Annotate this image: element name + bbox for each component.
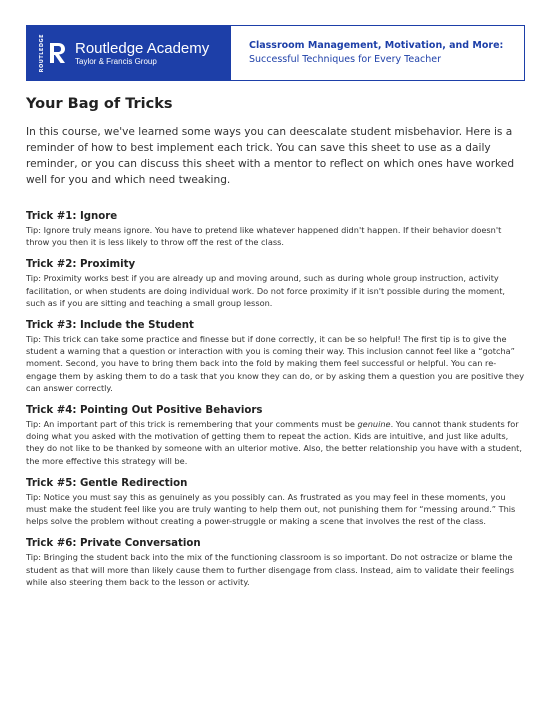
main-content (26, 96, 526, 598)
trick-section (26, 319, 526, 394)
trick-section (26, 404, 526, 467)
trick-tip-text: Tip: An important part of this trick is remembering that your comments must be (26, 419, 358, 430)
trick-title: Trick #6: Private Conversation (26, 538, 201, 550)
trick-title: Trick #1: Ignore (26, 211, 118, 222)
trick-tip-emphasis: genuine (357, 419, 391, 430)
page-title: Your Bag of Tricks (26, 96, 173, 112)
trick-section (26, 210, 526, 248)
trick-title: Trick #5: Gentle Redirection (26, 477, 188, 489)
course-title: Classroom Management, Motivation, and More: (249, 40, 504, 51)
brand-text (75, 40, 209, 67)
course-info (231, 26, 524, 80)
course-subtitle: Successful Techniques for Every Teacher (249, 54, 442, 65)
trick-section (26, 258, 526, 309)
routledge-logo-icon (47, 41, 67, 65)
brand-block (27, 26, 231, 80)
trick-tip (26, 418, 526, 467)
trick-tip: Tip: Proximity works best if you are already up and moving around, such as during whole group instruction, activity facilitation, or when students are doing individual work. Do not force proximity if it isn't possible during the moment, such as if you are sitting and teaching a small group lesson. (26, 273, 506, 308)
intro-paragraph: In this course, we've learned some ways you can deescalate student misbehavior. Here is a reminder of how to best implement each trick. You can save this sheet to use as a daily reminder, or you can discuss this sheet with a mentor to reflect on which ones have worked well for you and which need tweaking. (26, 126, 515, 186)
trick-tip: Tip: This trick can take some practice and finesse but if done correctly, it can be so helpful! The first tip is to give the student a warning that a question or interaction with you is coming their way. This inclusion cannot feel like a “gotcha” moment. Second, you have to bring them back into the fold by making them feel successful or helpful. You can re-engage them by asking them to do a task that you know they can do, or by asking them a question you are positive they can answer correctly. (26, 334, 525, 393)
trick-title: Trick #2: Proximity (26, 259, 136, 271)
header-banner (26, 25, 525, 81)
trick-title: Trick #4: Pointing Out Positive Behaviors (26, 405, 263, 417)
trick-tip: Tip: Ignore truly means ignore. You have to pretend like whatever happened didn't happen. If their behavior doesn't throw you then it is less likely to throw off the rest of the class. (26, 225, 502, 248)
trick-title: Trick #3: Include the Student (26, 320, 194, 332)
trick-tip: Tip: Notice you must say this as genuinely as you possibly can. As frustrated as you may feel in these moments, you must make the student feel like you are truly wanting to help them out, not punishing them for “messing around.” This helps solve the problem without creating a power-struggle or making a scene that involves the rest of the class. (26, 491, 516, 527)
trick-tip-text: . You cannot thank students for doing what you asked with the motivation of getting them to repeat the action. Kids are intuitive, and just like adults, they do not like to be thanked by someone with an ulterior motive. Also, the better relationship you have with a student, the more effective this strategy will be. (26, 419, 522, 466)
trick-tip: Tip: Bringing the student back into the mix of the functioning classroom is so important. Do not ostracize or blame the student as that will more than likely cause them to further disengage from class. Instead, aim to validate their feelings while also steering them back to the lesson or activity. (26, 552, 514, 587)
trick-section (26, 537, 526, 588)
brand-vertical-text: ROUTLEDGE (39, 33, 45, 73)
brand-subtitle: Taylor & Francis Group (75, 56, 157, 66)
brand-name: Routledge Academy (75, 39, 210, 57)
trick-section (26, 477, 526, 528)
